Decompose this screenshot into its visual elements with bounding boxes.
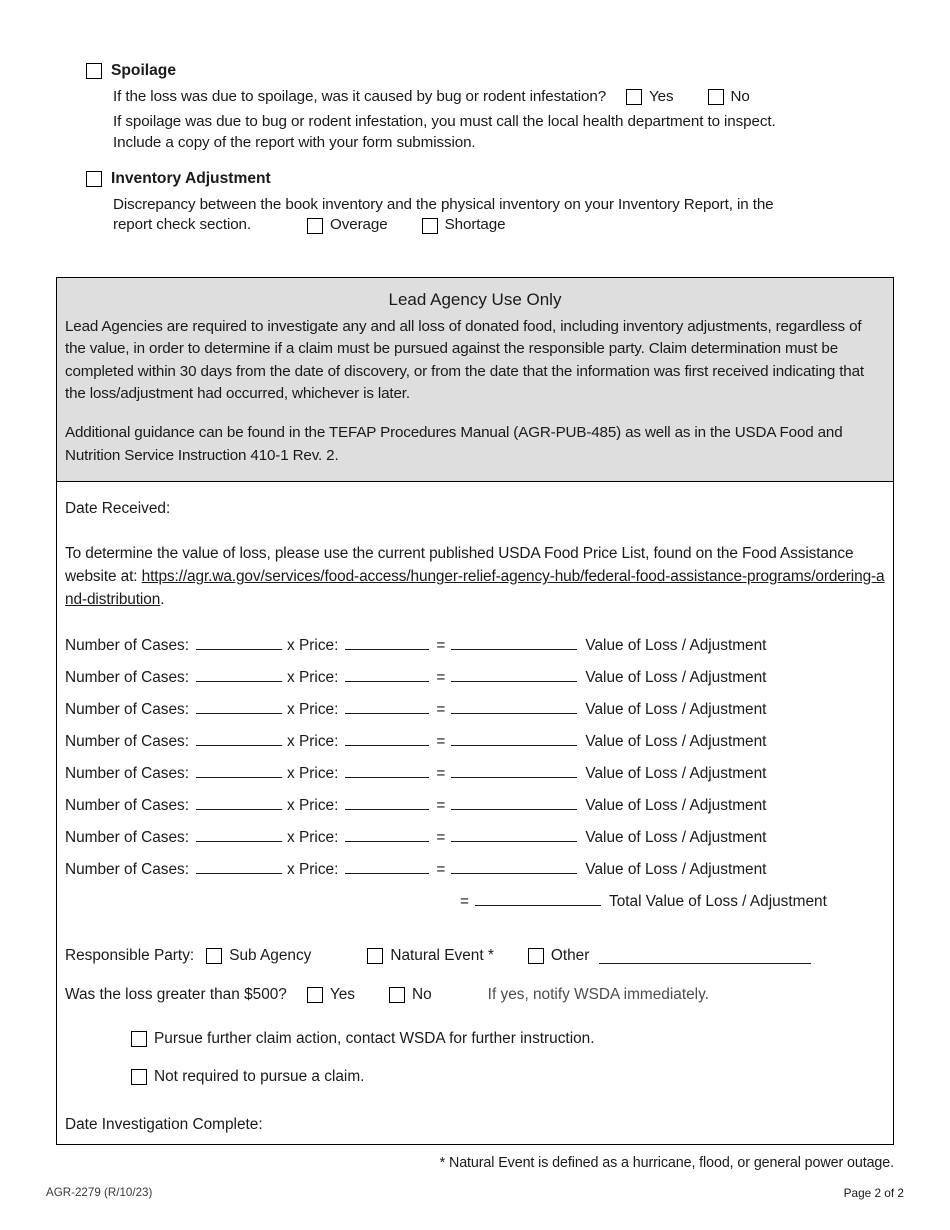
value-of-loss-label: Value of Loss / Adjustment (585, 733, 767, 751)
case-row (65, 635, 885, 667)
price-blank-field[interactable] (345, 795, 429, 810)
value-of-loss-label: Value of Loss / Adjustment (585, 829, 767, 847)
case-row (65, 827, 885, 859)
loss-threshold-yes-label: Yes (329, 986, 355, 1004)
price-label: x Price: (287, 701, 339, 719)
case-row (65, 859, 885, 891)
price-label: x Price: (287, 733, 339, 751)
cases-label: Number of Cases: (65, 861, 190, 879)
cases-blank-field[interactable] (196, 795, 282, 810)
equals-sign: = (436, 669, 446, 687)
lead-agency-paragraph-2: Additional guidance can be found in the TEFAP Procedures Manual (AGR-PUB-485) as well as in the USDA Food and Nutrition Service Instruction 410-1 Rev. 2. (65, 424, 843, 464)
not-required-claim-checkbox[interactable] (131, 1069, 147, 1085)
form-number: AGR-2279 (R/10/23) (46, 1186, 153, 1199)
responsible-party-label: Responsible Party: (65, 947, 195, 965)
price-label: x Price: (287, 765, 339, 783)
lead-agency-gray-band (57, 278, 893, 482)
loss-threshold-no-label: No (411, 986, 432, 1004)
cases-blank-field[interactable] (196, 827, 282, 842)
spoilage-question-row (113, 87, 906, 107)
value-blank-field[interactable] (451, 827, 577, 842)
shortage-checkbox[interactable] (422, 218, 438, 234)
value-of-loss-label: Value of Loss / Adjustment (585, 637, 767, 655)
sub-agency-checkbox[interactable] (206, 948, 222, 964)
equals-sign: = (436, 733, 446, 751)
value-of-loss-label: Value of Loss / Adjustment (585, 765, 767, 783)
case-row (65, 731, 885, 763)
value-blank-field[interactable] (451, 763, 577, 778)
spoilage-no-label: No (730, 88, 750, 105)
price-label: x Price: (287, 669, 339, 687)
inventory-adjustment-desc-line-1: Discrepancy between the book inventory and the physical inventory on your Inventory Report, in the (113, 196, 774, 214)
top-loss-reasons-section (86, 62, 906, 236)
inventory-adjustment-body (113, 195, 906, 236)
not-required-claim-label: Not required to pursue a claim. (154, 1068, 365, 1086)
overage-checkbox[interactable] (307, 218, 323, 234)
natural-event-footnote: * Natural Event is defined as a hurricane, flood, or general power outage. (439, 1155, 894, 1171)
price-label: x Price: (287, 861, 339, 879)
natural-event-checkbox[interactable] (367, 948, 383, 964)
total-value-blank-field[interactable] (475, 891, 601, 906)
loss-threshold-row (65, 986, 885, 1004)
inventory-adjustment-checkbox[interactable] (86, 171, 102, 187)
equals-sign: = (436, 829, 446, 847)
spoilage-heading-row (86, 62, 906, 80)
case-row (65, 763, 885, 795)
pursue-claim-row (131, 1030, 885, 1048)
spoilage-no-checkbox[interactable] (708, 89, 724, 105)
price-label: x Price: (287, 797, 339, 815)
equals-sign: = (436, 797, 446, 815)
cases-label: Number of Cases: (65, 797, 190, 815)
cases-blank-field[interactable] (196, 731, 282, 746)
price-blank-field[interactable] (345, 859, 429, 874)
value-blank-field[interactable] (451, 859, 577, 874)
spoilage-heading-label: Spoilage (111, 62, 176, 79)
cases-blank-field[interactable] (196, 859, 282, 874)
equals-sign: = (436, 861, 446, 879)
price-label: x Price: (287, 829, 339, 847)
total-equals-sign: = (460, 893, 469, 911)
usda-food-price-list-link[interactable]: https://agr.wa.gov/services/food-access/hunger-relief-agency-hub/federal-food-assistance-programs/ordering-and-distribution (65, 568, 885, 609)
cases-blank-field[interactable] (196, 667, 282, 682)
spoilage-instruction-line-2: Include a copy of the report with your form submission. (113, 133, 476, 151)
lead-agency-title: Lead Agency Use Only (388, 290, 562, 309)
shortage-label: Shortage (444, 216, 506, 234)
lead-agency-paragraph-1: Lead Agencies are required to investigate any and all loss of donated food, including inventory adjustments, regardless of the value, in order to determine if a claim must be pursued against the responsible party. Claim determination must be completed within 30 days from the date of discovery, or from the date that the information was first received indicating that the loss/adjustment had occurred, whichever is later. (65, 318, 864, 403)
case-value-rows (65, 635, 885, 923)
loss-threshold-yes-checkbox[interactable] (307, 987, 323, 1003)
price-blank-field[interactable] (345, 827, 429, 842)
other-responsible-party-checkbox[interactable] (528, 948, 544, 964)
natural-event-label: Natural Event * (390, 947, 494, 965)
spoilage-instruction-line-1: If spoilage was due to bug or rodent infestation, you must call the local health department to inspect. (113, 113, 776, 131)
value-blank-field[interactable] (451, 667, 577, 682)
value-of-loss-instruction (65, 542, 885, 611)
pursue-claim-checkbox[interactable] (131, 1031, 147, 1047)
value-blank-field[interactable] (451, 699, 577, 714)
spoilage-body (113, 87, 906, 153)
cases-label: Number of Cases: (65, 733, 190, 751)
cases-label: Number of Cases: (65, 765, 190, 783)
case-row (65, 699, 885, 731)
sub-agency-label: Sub Agency (229, 947, 312, 965)
cases-label: Number of Cases: (65, 829, 190, 847)
overage-label: Overage (330, 216, 388, 234)
cases-label: Number of Cases: (65, 669, 190, 687)
lead-agency-use-only-box (56, 277, 894, 1145)
total-value-label: Total Value of Loss / Adjustment (609, 893, 827, 911)
price-blank-field[interactable] (345, 635, 429, 650)
price-blank-field[interactable] (345, 763, 429, 778)
value-of-loss-label: Value of Loss / Adjustment (585, 861, 767, 879)
price-blank-field[interactable] (345, 731, 429, 746)
cases-label: Number of Cases: (65, 701, 190, 719)
cases-blank-field[interactable] (196, 699, 282, 714)
investigation-section (57, 482, 893, 1142)
value-of-loss-label: Value of Loss / Adjustment (585, 797, 767, 815)
pursue-claim-label: Pursue further claim action, contact WSDA for further instruction. (154, 1030, 595, 1048)
equals-sign: = (436, 765, 446, 783)
price-blank-field[interactable] (345, 699, 429, 714)
value-blank-field[interactable] (451, 731, 577, 746)
spoilage-yes-label: Yes (649, 88, 674, 105)
inventory-adjustment-desc-row-2 (113, 215, 906, 235)
case-row (65, 795, 885, 827)
equals-sign: = (436, 637, 446, 655)
inventory-adjustment-heading-row (86, 170, 906, 188)
cases-blank-field[interactable] (196, 635, 282, 650)
page-number: Page 2 of 2 (843, 1186, 904, 1200)
responsible-party-row (65, 947, 885, 965)
case-row (65, 667, 885, 699)
value-of-loss-label: Value of Loss / Adjustment (585, 701, 767, 719)
date-received-label: Date Received: (65, 500, 171, 518)
other-responsible-party-blank-field[interactable] (599, 949, 811, 964)
spoilage-yes-checkbox[interactable] (626, 89, 642, 105)
not-required-claim-row (131, 1068, 885, 1086)
value-intro-text: To determine the value of loss, please use the current published USDA Food Price List, found on the Food Assistance website at: (65, 545, 854, 586)
loss-threshold-note: If yes, notify WSDA immediately. (487, 986, 709, 1004)
inventory-adjustment-heading-label: Inventory Adjustment (111, 170, 271, 188)
value-of-loss-label: Value of Loss / Adjustment (585, 669, 767, 687)
inventory-adjustment-desc-line-2: report check section. (113, 216, 252, 234)
cases-label: Number of Cases: (65, 637, 190, 655)
spoilage-checkbox[interactable] (86, 63, 102, 79)
loss-threshold-no-checkbox[interactable] (389, 987, 405, 1003)
equals-sign: = (436, 701, 446, 719)
loss-threshold-question: Was the loss greater than $500? (65, 986, 287, 1004)
cases-blank-field[interactable] (196, 763, 282, 778)
date-investigation-complete-label: Date Investigation Complete: (65, 1116, 263, 1134)
value-intro-period: . (160, 591, 165, 609)
spoilage-question-label: If the loss was due to spoilage, was it caused by bug or rodent infestation? (113, 88, 607, 105)
total-value-row (65, 891, 885, 923)
value-blank-field[interactable] (451, 795, 577, 810)
price-label: x Price: (287, 637, 339, 655)
price-blank-field[interactable] (345, 667, 429, 682)
value-blank-field[interactable] (451, 635, 577, 650)
other-responsible-party-label: Other (550, 947, 590, 965)
